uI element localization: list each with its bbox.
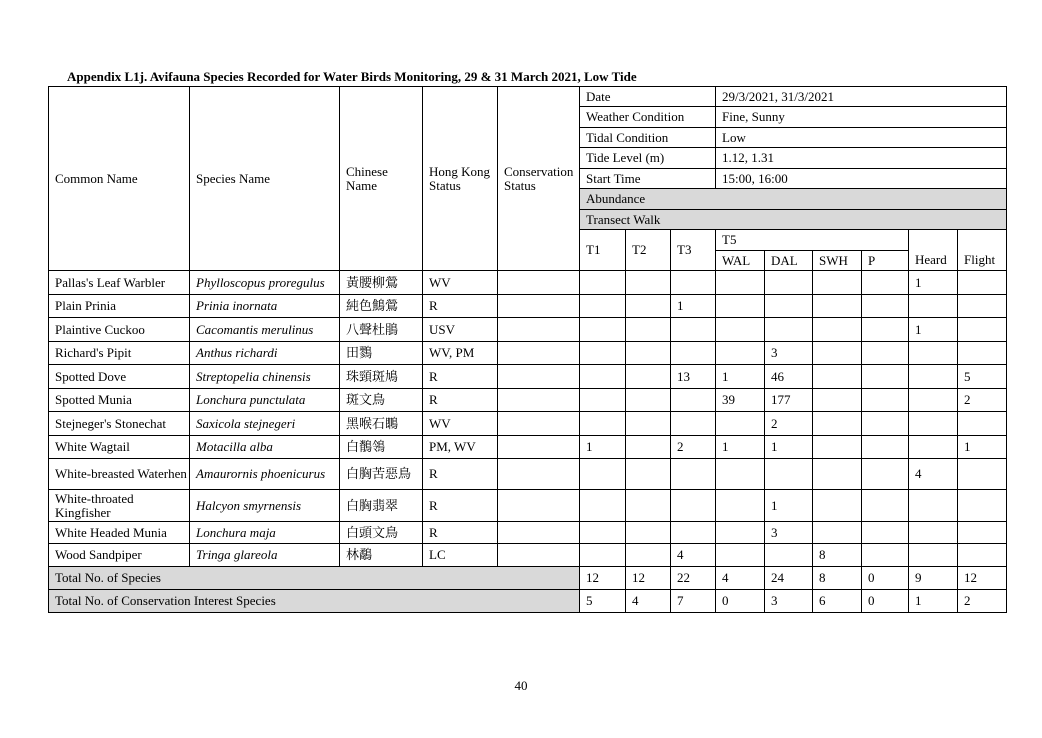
count-cell (580, 544, 626, 567)
count-cell (909, 522, 958, 544)
hk-status-cell: PM, WV (423, 436, 498, 459)
totals-value: 22 (671, 567, 716, 590)
info-value: 15:00, 16:00 (716, 169, 1007, 189)
conservation-status-cell (498, 490, 580, 522)
count-cell: 1 (765, 436, 813, 459)
header-t1: T1 (580, 230, 626, 271)
count-cell (626, 522, 671, 544)
totals-value: 9 (909, 567, 958, 590)
conservation-status-cell (498, 295, 580, 318)
common-name-cell: Richard's Pipit (49, 342, 190, 365)
count-cell (626, 389, 671, 412)
hk-status-cell: R (423, 295, 498, 318)
count-cell: 3 (765, 342, 813, 365)
conservation-status-cell (498, 365, 580, 389)
conservation-status-cell (498, 342, 580, 365)
count-cell (862, 389, 909, 412)
hk-status-cell: R (423, 389, 498, 412)
totals-value: 2 (958, 590, 1007, 613)
common-name-cell: Plaintive Cuckoo (49, 318, 190, 342)
header-t5-dal: DAL (765, 251, 813, 271)
count-cell (671, 522, 716, 544)
hk-status-cell: R (423, 522, 498, 544)
conservation-status-cell (498, 318, 580, 342)
table-body (49, 87, 1007, 613)
count-cell: 5 (958, 365, 1007, 389)
count-cell (958, 271, 1007, 295)
count-cell: 8 (813, 544, 862, 567)
count-cell: 1 (716, 436, 765, 459)
count-cell (626, 295, 671, 318)
count-cell (626, 365, 671, 389)
totals-value: 12 (626, 567, 671, 590)
common-name-cell: White-breasted Waterhen (49, 459, 190, 490)
count-cell: 177 (765, 389, 813, 412)
totals-value: 4 (626, 590, 671, 613)
header-heard: Heard (909, 251, 958, 271)
count-cell (580, 365, 626, 389)
totals-value: 4 (716, 567, 765, 590)
count-cell (813, 271, 862, 295)
header-t5-p: P (862, 251, 909, 271)
info-label: Tide Level (m) (580, 148, 716, 169)
count-cell (862, 318, 909, 342)
conservation-status-cell (498, 412, 580, 436)
common-name-cell: White Headed Munia (49, 522, 190, 544)
conservation-status-cell (498, 389, 580, 412)
species-row (49, 318, 1007, 342)
chinese-name-cell: 黃腰柳鶯 (340, 271, 423, 295)
count-cell: 13 (671, 365, 716, 389)
count-cell (580, 318, 626, 342)
header-t5: T5 (716, 230, 909, 251)
chinese-name-cell: 白鶺鴒 (340, 436, 423, 459)
conservation-status-cell (498, 436, 580, 459)
count-cell (626, 544, 671, 567)
count-cell (958, 490, 1007, 522)
count-cell (958, 342, 1007, 365)
species-name-cell: Motacilla alba (190, 436, 340, 459)
species-row (49, 365, 1007, 389)
info-value: 1.12, 1.31 (716, 148, 1007, 169)
info-value: Fine, Sunny (716, 107, 1007, 128)
count-cell (580, 342, 626, 365)
species-row (49, 271, 1007, 295)
hk-status-cell: R (423, 365, 498, 389)
species-table (48, 86, 1007, 613)
totals-value: 1 (909, 590, 958, 613)
species-row (49, 295, 1007, 318)
count-cell (909, 544, 958, 567)
chinese-name-cell: 黑喉石䳭 (340, 412, 423, 436)
count-cell: 39 (716, 389, 765, 412)
header-conservation-status: Conservation Status (498, 87, 580, 271)
species-row (49, 412, 1007, 436)
count-cell (813, 436, 862, 459)
species-name-cell: Saxicola stejnegeri (190, 412, 340, 436)
totals-value: 7 (671, 590, 716, 613)
count-cell (716, 412, 765, 436)
count-cell (909, 389, 958, 412)
count-cell (671, 271, 716, 295)
info-label: Weather Condition (580, 107, 716, 128)
count-cell (716, 271, 765, 295)
count-cell (671, 342, 716, 365)
totals-label: Total No. of Conservation Interest Species (49, 590, 580, 613)
species-name-cell: Amaurornis phoenicurus (190, 459, 340, 490)
count-cell (580, 522, 626, 544)
count-cell (862, 295, 909, 318)
chinese-name-cell: 田鷚 (340, 342, 423, 365)
count-cell (813, 318, 862, 342)
page-title: Appendix L1j. Avifauna Species Recorded for Water Birds Monitoring, 29 & 31 March 2021, Low Tide (67, 69, 637, 84)
species-row (49, 459, 1007, 490)
chinese-name-cell: 純色鷦鶯 (340, 295, 423, 318)
header-species-name: Species Name (190, 87, 340, 271)
count-cell (909, 436, 958, 459)
conservation-status-cell (498, 522, 580, 544)
totals-value: 0 (862, 567, 909, 590)
count-cell (813, 522, 862, 544)
count-cell (580, 295, 626, 318)
hk-status-cell: WV (423, 271, 498, 295)
chinese-name-cell: 白胸翡翠 (340, 490, 423, 522)
totals-value: 24 (765, 567, 813, 590)
count-cell (716, 295, 765, 318)
count-cell (813, 295, 862, 318)
common-name-cell: Wood Sandpiper (49, 544, 190, 567)
transect-walk-label: Transect Walk (580, 210, 1007, 230)
header-t2: T2 (626, 230, 671, 271)
count-cell (765, 295, 813, 318)
count-cell: 1 (671, 295, 716, 318)
species-row (49, 490, 1007, 522)
count-cell (909, 412, 958, 436)
totals-value: 12 (580, 567, 626, 590)
species-name-cell: Tringa glareola (190, 544, 340, 567)
header-hk-status: Hong Kong Status (423, 87, 498, 271)
count-cell (958, 544, 1007, 567)
header-t5-wal: WAL (716, 251, 765, 271)
info-label: Tidal Condition (580, 128, 716, 148)
count-cell (626, 342, 671, 365)
count-cell (909, 365, 958, 389)
totals-row (49, 590, 1007, 613)
header-chinese-name: Chinese Name (340, 87, 423, 271)
chinese-name-cell: 林鷸 (340, 544, 423, 567)
count-cell (580, 271, 626, 295)
count-cell: 2 (958, 389, 1007, 412)
count-cell (813, 490, 862, 522)
count-cell (716, 544, 765, 567)
count-cell (862, 544, 909, 567)
common-name-cell: Pallas's Leaf Warbler (49, 271, 190, 295)
header-flight: Flight (958, 251, 1007, 271)
count-cell: 1 (909, 271, 958, 295)
count-cell (626, 436, 671, 459)
count-cell (958, 295, 1007, 318)
count-cell: 1 (909, 318, 958, 342)
info-label: Date (580, 87, 716, 107)
chinese-name-cell: 白頭文鳥 (340, 522, 423, 544)
count-cell (716, 342, 765, 365)
count-cell (765, 271, 813, 295)
count-cell (909, 490, 958, 522)
count-cell (958, 412, 1007, 436)
count-cell (813, 412, 862, 436)
species-row (49, 389, 1007, 412)
count-cell (862, 436, 909, 459)
count-cell (862, 271, 909, 295)
totals-row (49, 567, 1007, 590)
info-value: 29/3/2021, 31/3/2021 (716, 87, 1007, 107)
species-name-cell: Anthus richardi (190, 342, 340, 365)
count-cell (716, 490, 765, 522)
count-cell (958, 318, 1007, 342)
count-cell (671, 318, 716, 342)
hk-status-cell: R (423, 459, 498, 490)
count-cell (813, 365, 862, 389)
count-cell (671, 389, 716, 412)
count-cell (580, 412, 626, 436)
count-cell (813, 459, 862, 490)
species-name-cell: Lonchura maja (190, 522, 340, 544)
conservation-status-cell (498, 271, 580, 295)
count-cell (716, 318, 765, 342)
count-cell: 4 (909, 459, 958, 490)
count-cell: 1 (958, 436, 1007, 459)
chinese-name-cell: 斑文鳥 (340, 389, 423, 412)
count-cell (626, 459, 671, 490)
totals-value: 0 (862, 590, 909, 613)
count-cell (862, 490, 909, 522)
species-name-cell: Cacomantis merulinus (190, 318, 340, 342)
header-t5-swh: SWH (813, 251, 862, 271)
hk-status-cell: WV (423, 412, 498, 436)
count-cell (580, 490, 626, 522)
common-name-cell: Stejneger's Stonechat (49, 412, 190, 436)
totals-value: 8 (813, 567, 862, 590)
hk-status-cell: WV, PM (423, 342, 498, 365)
count-cell (909, 295, 958, 318)
count-cell (813, 389, 862, 412)
common-name-cell: Spotted Munia (49, 389, 190, 412)
count-cell (909, 342, 958, 365)
species-row (49, 544, 1007, 567)
count-cell: 1 (716, 365, 765, 389)
hk-status-cell: USV (423, 318, 498, 342)
count-cell (580, 389, 626, 412)
species-name-cell: Halcyon smyrnensis (190, 490, 340, 522)
common-name-cell: White-throated Kingfisher (49, 490, 190, 522)
count-cell (813, 342, 862, 365)
info-label: Start Time (580, 169, 716, 189)
totals-value: 0 (716, 590, 765, 613)
hk-status-cell: LC (423, 544, 498, 567)
count-cell: 2 (765, 412, 813, 436)
header-t3: T3 (671, 230, 716, 271)
count-cell (958, 459, 1007, 490)
count-cell: 1 (580, 436, 626, 459)
chinese-name-cell: 白胸苦惡鳥 (340, 459, 423, 490)
totals-value: 6 (813, 590, 862, 613)
chinese-name-cell: 八聲杜鵑 (340, 318, 423, 342)
count-cell (765, 459, 813, 490)
species-row (49, 522, 1007, 544)
count-cell (862, 365, 909, 389)
header-common-name: Common Name (49, 87, 190, 271)
count-cell (765, 544, 813, 567)
conservation-status-cell (498, 544, 580, 567)
species-name-cell: Prinia inornata (190, 295, 340, 318)
count-cell: 1 (765, 490, 813, 522)
species-row (49, 436, 1007, 459)
count-cell (626, 412, 671, 436)
count-cell: 3 (765, 522, 813, 544)
info-value: Low (716, 128, 1007, 148)
count-cell (862, 522, 909, 544)
totals-label: Total No. of Species (49, 567, 580, 590)
totals-value: 12 (958, 567, 1007, 590)
common-name-cell: White Wagtail (49, 436, 190, 459)
count-cell (716, 522, 765, 544)
count-cell (671, 412, 716, 436)
header-flight-top (958, 230, 1007, 251)
totals-value: 5 (580, 590, 626, 613)
count-cell: 4 (671, 544, 716, 567)
header-heard-top (909, 230, 958, 251)
count-cell (580, 459, 626, 490)
count-cell (862, 342, 909, 365)
common-name-cell: Spotted Dove (49, 365, 190, 389)
species-name-cell: Streptopelia chinensis (190, 365, 340, 389)
count-cell (671, 490, 716, 522)
chinese-name-cell: 珠頸斑鳩 (340, 365, 423, 389)
count-cell (626, 490, 671, 522)
common-name-cell: Plain Prinia (49, 295, 190, 318)
count-cell (716, 459, 765, 490)
totals-value: 3 (765, 590, 813, 613)
hk-status-cell: R (423, 490, 498, 522)
count-cell (862, 412, 909, 436)
abundance-label: Abundance (580, 189, 1007, 210)
species-row (49, 342, 1007, 365)
count-cell (765, 318, 813, 342)
species-name-cell: Phylloscopus proregulus (190, 271, 340, 295)
count-cell: 2 (671, 436, 716, 459)
count-cell (626, 318, 671, 342)
count-cell (862, 459, 909, 490)
count-cell (958, 522, 1007, 544)
conservation-status-cell (498, 459, 580, 490)
count-cell (626, 271, 671, 295)
count-cell (671, 459, 716, 490)
count-cell: 46 (765, 365, 813, 389)
page-number: 40 (514, 678, 528, 693)
species-name-cell: Lonchura punctulata (190, 389, 340, 412)
